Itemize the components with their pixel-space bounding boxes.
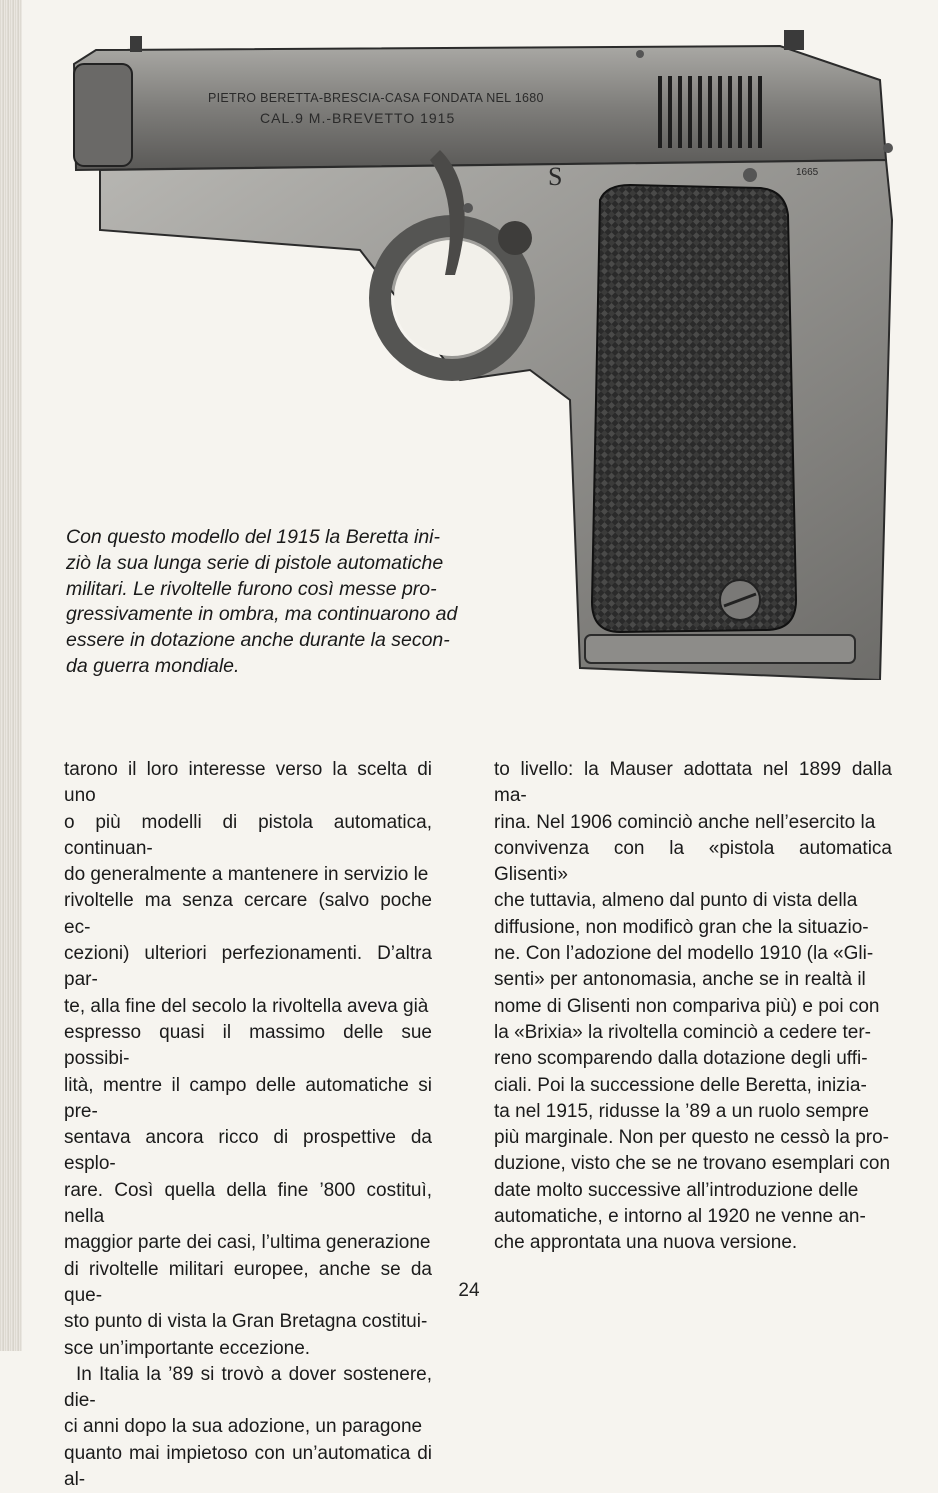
page-number: 24 xyxy=(458,1280,480,1301)
left-paragraph-2: In Italia la ’89 si trovò a dover sostenere, die- ci anni dopo la sua adozione, un paragone quanto mai impietoso con un’automatica di al- xyxy=(64,1363,432,1491)
right-paragraph-1: to livello: la Mauser adottata nel 1899 dalla ma- rina. Nel 1906 cominciò anche nell’esercito la convivenza con la «pistola automatica Glisenti» che tuttavia, almeno dal punto di vista della diffusione, non modificò gran che la situazio- ne. Con l’adozione del modello 1910 (la «Gli- senti» per antonomasia, anche se in realtà il nome di Glisenti non compariva più) e poi con la «Brixia» la rivoltella cominciò a cedere ter- reno scomparendo dalla dotazione degli uffi- ciali. Poi la successione delle Beretta, inizia- ta nel 1915, ridusse la ’89 a un ruolo sempre più marginale. Non per questo ne cessò la pro- duzione, visto che se ne trovano esemplari con date molto successive all’introduzione delle automatiche, e intorno al 1920 ne venne an- che approntata una nuova versione. xyxy=(494,759,892,1254)
text-column-right xyxy=(494,757,892,1257)
text-column-left xyxy=(64,757,432,1493)
engraving-line-1: PIETRO BERETTA-BRESCIA-CASA FONDATA NEL 1680 xyxy=(208,91,544,105)
left-paragraph-1: tarono il loro interesse verso la scelta di uno o più modelli di pistola automatica, continuan- do generalmente a mantenere in servizio le rivoltelle ma senza cercare (salvo poche ec- cezioni) ulteriori perfezionamenti. D’altra par- te, alla fine del secolo la rivoltella aveva già espresso quasi il massimo delle sue possibi- lità, mentre il campo delle automatiche si pre- sentava ancora ricco di prospettive da esplo- rare. Così quella della fine ’800 costituì, nella maggior parte dei casi, l’ultima generazione di rivoltelle militari europee, anche se da que- sto punto di vista la Gran Bretagna costitui- sce un’importante eccezione. xyxy=(64,759,432,1359)
page-edge-stack xyxy=(0,0,22,1351)
safety-mark: S xyxy=(548,162,563,191)
engraving-line-2: CAL.9 M.-BREVETTO 1915 xyxy=(260,110,456,126)
serial-number: 1665 xyxy=(796,167,819,178)
photo-caption: Con questo modello del 1915 la Beretta ini- ziò la sua lunga serie di pistole automatiche militari. Le rivoltelle furono così messe pro- gressivamente in ombra, ma continuarono ad essere in dotazione anche durante la secon- da guerra mondiale. xyxy=(66,526,458,677)
